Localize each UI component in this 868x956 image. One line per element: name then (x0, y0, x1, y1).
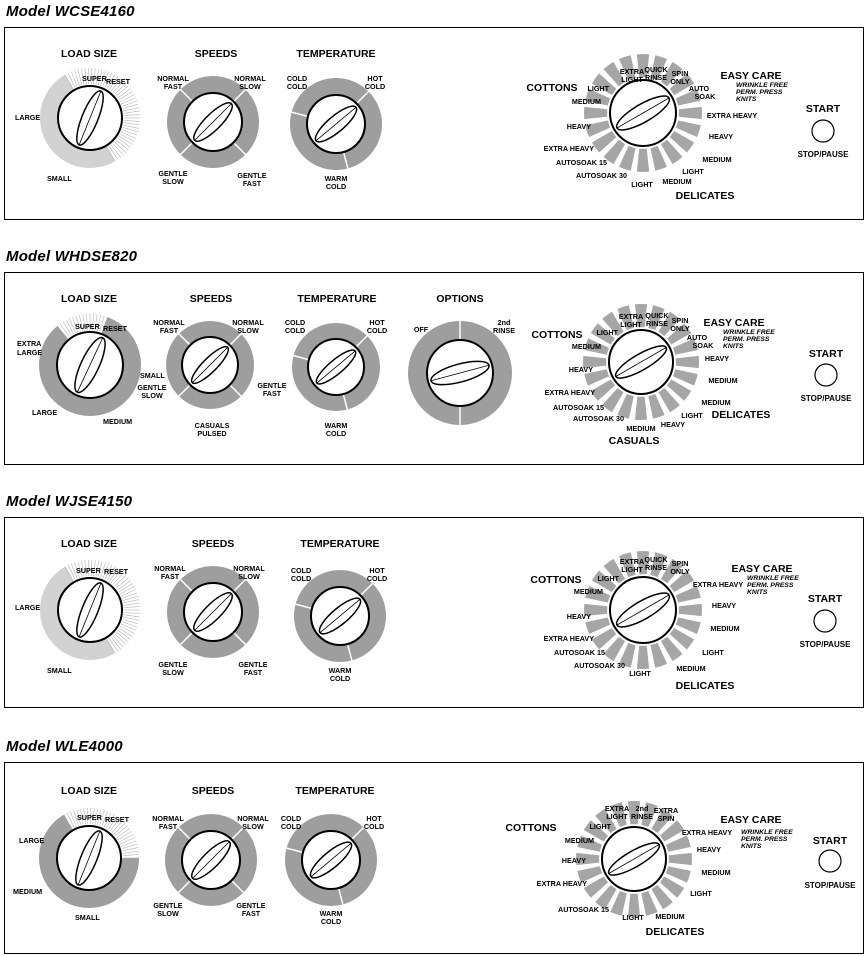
cycle-label: AUTO (688, 84, 710, 93)
cycle-label: HEAVY (566, 612, 591, 621)
cycle-label: EXTRA HEAVY (692, 580, 744, 589)
load-size-label: MEDIUM (13, 887, 43, 896)
cycle-label: LIGHT (587, 84, 609, 93)
load-size-label: MEDIUM (103, 417, 133, 426)
cycle-label: SPIN (671, 559, 689, 568)
cycle-label: MEDIUM (571, 342, 601, 351)
speeds-label: GENTLE (257, 381, 287, 390)
load-size-label: RESET (105, 815, 129, 824)
easy-care-sub: KNITS (747, 589, 768, 596)
temperature-label: COLD (364, 82, 386, 91)
cycle-label: SOAK (694, 92, 716, 101)
cycle-label: EXTRA HEAVY (543, 144, 594, 153)
speeds-label: PULSED (197, 429, 227, 438)
control-panel-wcse4160 (4, 27, 864, 220)
model-title: Model WLE4000 (6, 738, 123, 755)
temperature-heading: TEMPERATURE (296, 48, 376, 60)
start-button[interactable] (812, 120, 834, 142)
cycle-label: AUTOSOAK 15 (554, 648, 605, 657)
cycle-label: LIGHT (596, 328, 618, 337)
speeds-label: GENTLE (158, 169, 188, 178)
load-size-label: LARGE (15, 113, 41, 122)
speeds-label: NORMAL (237, 814, 269, 823)
speeds-label: SLOW (141, 391, 163, 400)
start-label: START (807, 593, 843, 605)
speeds-label: GENTLE (137, 383, 167, 392)
speeds-heading: SPEEDS (191, 785, 235, 797)
cycle-label: MEDIUM (710, 624, 740, 633)
cycle-label: SOAK (692, 341, 714, 350)
easy-care-sub: PERM. PRESS (736, 89, 783, 96)
cycle-label: LIGHT (629, 669, 651, 678)
delicates-label: DELICATES (675, 190, 735, 202)
speeds-label: GENTLE (238, 660, 268, 669)
easy-care-sub: KNITS (736, 96, 757, 103)
cycle-label: QUICK (645, 311, 669, 320)
speeds-label: NORMAL (157, 74, 189, 83)
cycle-label: MEDIUM (564, 836, 594, 845)
easy-care-sub: PERM. PRESS (741, 836, 788, 843)
cycle-label: RINSE (646, 319, 668, 328)
cycle-label: RINSE (645, 73, 667, 82)
cycle-label: EXTRA HEAVY (543, 634, 594, 643)
speeds-label: SLOW (237, 326, 259, 335)
speeds-label: NORMAL (152, 814, 184, 823)
speeds-label: NORMAL (232, 318, 264, 327)
temperature-label: COLD (366, 326, 388, 335)
cycle-label: LIGHT (621, 565, 643, 574)
stop-pause-label: STOP/PAUSE (804, 881, 856, 890)
temperature-label: WARM (324, 174, 348, 183)
load-size-label: SUPER (75, 322, 100, 331)
temperature-label: COLD (366, 574, 388, 583)
cycle-label: MEDIUM (701, 868, 731, 877)
cottons-label: COTTONS (530, 574, 582, 586)
cycle-label: HEAVY (566, 122, 591, 131)
cycle-label: EXTRA (653, 806, 679, 815)
options-dial[interactable] (408, 321, 512, 425)
easy-care-label: EASY CARE (720, 814, 782, 826)
speeds-label: NORMAL (233, 564, 265, 573)
model-title: Model WHDSE820 (6, 248, 138, 265)
load-size-heading: LOAD SIZE (60, 48, 118, 60)
easy-care-label: EASY CARE (703, 317, 765, 329)
start-label: START (812, 835, 848, 847)
cycle-label: MEDIUM (702, 155, 732, 164)
cycle-label: MEDIUM (708, 376, 738, 385)
cycle-label: LIGHT (606, 812, 628, 821)
cycle-label: HEAVY (696, 845, 722, 854)
speeds-label: NORMAL (153, 318, 185, 327)
speeds-label: SLOW (157, 909, 179, 918)
control-panel-whdse820 (4, 272, 864, 465)
cycle-label: SPIN (671, 69, 689, 78)
delicates-label: DELICATES (675, 680, 735, 692)
speeds-label: GENTLE (153, 901, 183, 910)
cycle-label: SPIN (671, 316, 689, 325)
temperature-label: COLD (325, 182, 347, 191)
options-heading: OPTIONS (436, 293, 484, 305)
load-size-label: LARGE (32, 408, 58, 417)
speeds-label: SLOW (242, 822, 264, 831)
delicates-label: DELICATES (711, 409, 771, 421)
cycle-label: MEDIUM (676, 664, 706, 673)
easy-care-sub: WRINKLE FREE (736, 82, 788, 89)
cycle-label: EXTRA (604, 804, 630, 813)
load-size-label: SUPER (77, 813, 102, 822)
cycle-label: EXTRA (619, 557, 645, 566)
temperature-label: HOT (369, 566, 385, 575)
speeds-label: SLOW (238, 572, 260, 581)
cycle-label: QUICK (644, 65, 668, 74)
cycle-label: LIGHT (631, 180, 653, 189)
temperature-label: WARM (324, 421, 348, 430)
easy-care-sub: PERM. PRESS (723, 336, 770, 343)
load-size-label: SUPER (76, 566, 101, 575)
cycle-label: 2nd (635, 804, 649, 813)
start-button[interactable] (814, 610, 836, 632)
cycle-label: EXTRA HEAVY (544, 388, 595, 397)
cycle-label: LIGHT (690, 889, 712, 898)
temperature-label: COLD (286, 74, 308, 83)
speeds-label: FAST (241, 909, 261, 918)
start-button[interactable] (819, 850, 841, 872)
load-size-label: SMALL (47, 174, 72, 183)
cycle-label: AUTO (686, 333, 708, 342)
temperature-heading: TEMPERATURE (300, 538, 380, 550)
stop-pause-label: STOP/PAUSE (797, 150, 849, 159)
speeds-label: FAST (160, 572, 180, 581)
speeds-heading: SPEEDS (189, 293, 233, 305)
cycle-label: MEDIUM (573, 587, 603, 596)
cycle-label: ONLY (670, 324, 690, 333)
cycle-label: RINSE (631, 812, 653, 821)
speeds-label: SLOW (162, 668, 184, 677)
load-size-label: SMALL (47, 666, 72, 675)
load-size-heading: LOAD SIZE (60, 293, 118, 305)
cycle-label: HEAVY (568, 365, 593, 374)
load-size-label: LARGE (17, 348, 43, 357)
load-size-label: SMALL (140, 371, 165, 380)
speeds-label: FAST (242, 179, 262, 188)
delicates-label: DELICATES (645, 926, 705, 938)
cycle-label: LIGHT (702, 648, 724, 657)
temperature-label: COLD (280, 822, 302, 831)
temperature-label: COLD (290, 566, 312, 575)
start-button[interactable] (815, 364, 837, 386)
start-label: START (805, 103, 841, 115)
cycle-label: MEDIUM (655, 912, 685, 921)
cycle-label: LIGHT (681, 411, 703, 420)
speeds-label: FAST (159, 326, 179, 335)
cycle-label: MEDIUM (701, 398, 731, 407)
options-label: RINSE (493, 326, 515, 335)
easy-care-sub: KNITS (741, 843, 762, 850)
load-size-label: LARGE (15, 603, 41, 612)
cottons-label: COTTONS (526, 82, 578, 94)
temperature-dial[interactable] (294, 570, 386, 662)
temperature-label: COLD (280, 814, 302, 823)
cycle-label: AUTOSOAK 30 (573, 414, 624, 423)
cycle-label: HEAVY (561, 856, 586, 865)
speeds-label: NORMAL (154, 564, 186, 573)
model-title: Model WCSE4160 (6, 3, 135, 20)
easy-care-sub: PERM. PRESS (747, 582, 794, 589)
temperature-label: COLD (325, 429, 347, 438)
cycle-label: QUICK (644, 555, 668, 564)
stop-pause-label: STOP/PAUSE (799, 640, 851, 649)
load-size-label: SMALL (75, 913, 100, 922)
cycle-label: LIGHT (589, 822, 611, 831)
casuals-label: CASUALS (608, 435, 660, 447)
options-label: 2nd (497, 318, 511, 327)
easy-care-sub: WRINKLE FREE (747, 575, 799, 582)
cycle-label: AUTOSOAK 30 (574, 661, 625, 670)
temperature-heading: TEMPERATURE (295, 785, 375, 797)
temperature-label: COLD (284, 326, 306, 335)
cycle-label: EXTRA (619, 67, 645, 76)
cycle-label: HEAVY (704, 354, 730, 363)
cycle-label: RINSE (645, 563, 667, 572)
temperature-label: COLD (286, 82, 308, 91)
start-label: START (808, 348, 844, 360)
cycle-label: LIGHT (622, 913, 644, 922)
cycle-label: MEDIUM (626, 424, 656, 433)
speeds-label: NORMAL (234, 74, 266, 83)
cycle-label: LIGHT (682, 167, 704, 176)
speeds-label: GENTLE (158, 660, 188, 669)
speeds-label: SLOW (239, 82, 261, 91)
speeds-label: FAST (158, 822, 178, 831)
temperature-label: COLD (329, 674, 351, 683)
speeds-label: SLOW (162, 177, 184, 186)
cycle-label: HEAVY (711, 601, 737, 610)
cycle-label: SPIN (657, 814, 675, 823)
temperature-label: HOT (369, 318, 385, 327)
cottons-label: COTTONS (505, 822, 557, 834)
easy-care-sub: KNITS (723, 343, 744, 350)
load-size-label: SUPER (82, 74, 107, 83)
control-panel-wjse4150 (4, 517, 864, 708)
easy-care-label: EASY CARE (731, 563, 793, 575)
temperature-dial[interactable] (292, 323, 380, 411)
cycle-label: LIGHT (620, 320, 642, 329)
cycle-label: HEAVY (660, 420, 686, 429)
cycle-label: MEDIUM (571, 97, 601, 106)
temperature-label: COLD (363, 822, 385, 831)
cycle-label: HEAVY (708, 132, 734, 141)
cycle-label: MEDIUM (662, 177, 692, 186)
temperature-label: WARM (319, 909, 343, 918)
load-size-label: EXTRA (17, 339, 42, 348)
cycle-label: AUTOSOAK 15 (553, 403, 604, 412)
cycle-label: LIGHT (597, 574, 619, 583)
easy-care-label: EASY CARE (720, 70, 782, 82)
cycle-label: ONLY (670, 77, 690, 86)
speeds-label: FAST (243, 668, 263, 677)
cycle-label: EXTRA HEAVY (536, 879, 587, 888)
easy-care-sub: WRINKLE FREE (741, 829, 793, 836)
temperature-label: HOT (367, 74, 383, 83)
speeds-label: GENTLE (237, 171, 267, 180)
cycle-label: AUTOSOAK 30 (576, 171, 627, 180)
load-size-label: RESET (106, 77, 130, 86)
load-size-heading: LOAD SIZE (60, 538, 118, 550)
speeds-label: GENTLE (236, 901, 266, 910)
stop-pause-label: STOP/PAUSE (800, 394, 852, 403)
temperature-label: COLD (290, 574, 312, 583)
cycle-label: LIGHT (621, 75, 643, 84)
model-title: Model WJSE4150 (6, 493, 133, 510)
temperature-label: HOT (366, 814, 382, 823)
cycle-label: AUTOSOAK 15 (558, 905, 609, 914)
control-panel-wle4000 (4, 762, 864, 954)
load-size-label: LARGE (19, 836, 45, 845)
speeds-label: FAST (262, 389, 282, 398)
temperature-label: WARM (328, 666, 352, 675)
cycle-label: EXTRA HEAVY (706, 111, 758, 120)
temperature-dial[interactable] (290, 78, 382, 170)
temperature-label: COLD (320, 917, 342, 926)
easy-care-sub: WRINKLE FREE (723, 329, 775, 336)
cottons-label: COTTONS (531, 329, 583, 341)
cycle-label: ONLY (670, 567, 690, 576)
temperature-label: COLD (284, 318, 306, 327)
cycle-label: AUTOSOAK 15 (556, 158, 607, 167)
speeds-heading: SPEEDS (194, 48, 238, 60)
temperature-heading: TEMPERATURE (297, 293, 377, 305)
speeds-label: CASUALS (194, 421, 230, 430)
cycle-label: EXTRA (618, 312, 644, 321)
options-label: OFF (413, 325, 429, 334)
speeds-heading: SPEEDS (191, 538, 235, 550)
load-size-label: RESET (104, 567, 128, 576)
load-size-label: RESET (103, 324, 127, 333)
load-size-heading: LOAD SIZE (60, 785, 118, 797)
cycle-label: EXTRA HEAVY (681, 828, 733, 837)
speeds-label: FAST (163, 82, 183, 91)
